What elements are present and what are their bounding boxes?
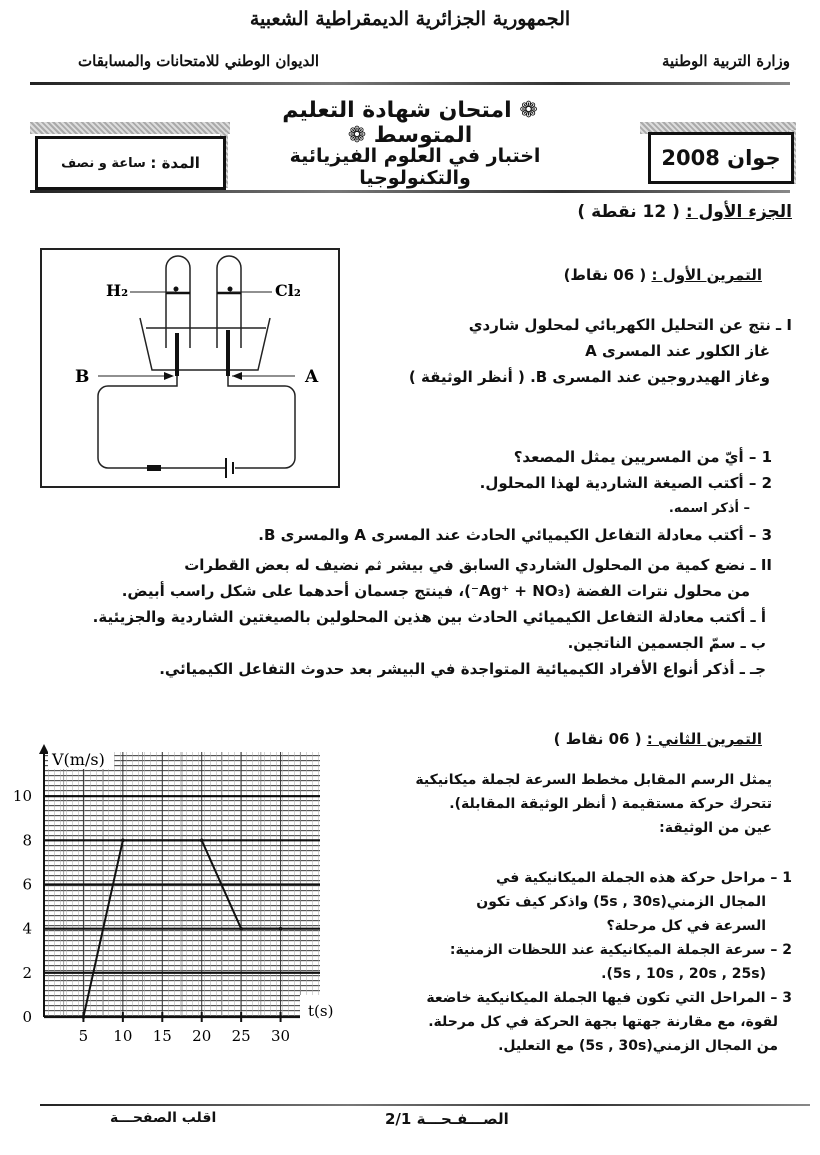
y-tick-label: 0: [22, 1008, 32, 1026]
question-item: 1 – أيّ من المسريين يمثل المصعد؟: [513, 448, 772, 466]
exam-office-label: الديوان الوطني للامتحانات والمسابقات: [78, 52, 320, 70]
velocity-time-chart: [0, 740, 340, 1060]
part1-label: الجزء الأول :: [685, 202, 792, 222]
exercise1-questions: [212, 444, 772, 548]
x-tick-label: 30: [271, 1027, 291, 1045]
exam-title: ❁ امتحان شهادة التعليم المتوسط ❁: [282, 98, 538, 148]
question-item: من المجال الزمني(5s , 30s) مع التعليل.: [498, 1038, 778, 1054]
exercise1-title: [564, 266, 762, 284]
question-item: 2 – سرعة الجملة الميكانيكية عند اللحظات الزمنية:: [449, 942, 792, 958]
exercise1-intro: [352, 312, 792, 390]
turn-page-note: اقلب الصفحـــة: [110, 1110, 217, 1126]
part2-line: جـ ـ أذكر أنواع الأفراد الكيميائية المتواجدة في البيشر بعد حدوث التفاعل الكيميائي.: [159, 660, 766, 678]
question-item: السرعة في كل مرحلة؟: [606, 918, 766, 934]
exercise1-points: ( 06 نقاط): [563, 266, 647, 284]
intro-line: يمثل الرسم المقابل مخطط السرعة لجملة ميكانيكية: [415, 772, 772, 788]
intro-line: غاز الكلور عند المسرى A: [585, 342, 770, 360]
y-tick-label: 2: [22, 963, 32, 982]
ornament-icon: ❁: [511, 98, 538, 123]
intro-line: تتحرك حركة مستقيمة ( أنظر الوثيقة المقابلة).: [449, 796, 772, 812]
b-label: B: [75, 367, 90, 387]
intro-line: وغاز الهيدروجين عند المسرى B. ( أنظر الوثيقة ): [408, 368, 770, 386]
header-divider: [30, 190, 790, 193]
data-point: [200, 839, 204, 843]
header-divider: [30, 82, 790, 85]
h2-label: H₂: [106, 281, 129, 300]
footer-divider: [40, 1104, 810, 1106]
question-item: المجال الزمني(5s , 30s) واذكر كيف تكون: [476, 894, 766, 910]
y-axis-arrow-icon: [39, 744, 49, 754]
intro-line: I ـ نتج عن التحليل الكهربائي لمحلول شاردي: [468, 316, 792, 334]
decorative-bar: [30, 122, 230, 134]
x-tick-label: 5: [78, 1027, 89, 1045]
exercise1-label: التمرين الأول :: [651, 266, 762, 284]
exercise2-questions: [392, 866, 792, 1058]
duration-label: المدة :: [150, 154, 200, 172]
x-tick-label: 20: [192, 1027, 212, 1045]
question-item: 2 – أكتب الصيغة الشاردية لهذا المحلول.: [479, 474, 772, 492]
question-item: – أذكر اسمه.: [668, 501, 750, 516]
exercise2-label: التمرين الثاني :: [646, 730, 762, 748]
data-point: [239, 927, 243, 931]
exercise2-title: [554, 730, 762, 748]
data-point: [279, 927, 283, 931]
page-number: الصـــفـحـــة 2/1: [385, 1110, 509, 1128]
republic-heading: الجمهورية الجزائرية الديمقراطية الشعبية: [249, 8, 571, 30]
part1-points: ( 12 نقطة ): [577, 202, 680, 222]
ornament-icon: ❁: [347, 123, 374, 148]
y-tick-label: 10: [12, 787, 32, 806]
x-tick-label: 25: [231, 1027, 251, 1045]
exercise2-points: ( 06 نقاط ): [553, 730, 642, 748]
data-point: [82, 1015, 86, 1019]
exam-date-box: جوان 2008: [648, 132, 794, 184]
exercise1-part2: [12, 552, 772, 682]
intro-line: عين من الوثيقة:: [659, 820, 772, 836]
part2-line: II ـ نضع كمية من المحلول الشاردي السابق في بيشر ثم نضيف له بعض القطرات: [184, 556, 772, 574]
part1-title: [577, 202, 792, 222]
duration-box: [35, 136, 226, 190]
cl2-label: Cl₂: [275, 281, 301, 300]
question-item: 1 – مراحل حركة هذه الجملة الميكانيكية في: [495, 870, 792, 886]
part2-line: أ ـ أكتب معادلة التفاعل الكيميائي الحادث بين هذين المحلولين بالصيغتين الشاردية والجزيئية.: [92, 608, 766, 626]
y-tick-label: 6: [22, 875, 32, 894]
a-label: A: [305, 367, 319, 387]
question-item: (5s , 10s , 20s , 25s).: [601, 966, 766, 982]
part2-line: ب ـ سمّ الجسمين الناتجين.: [567, 634, 766, 652]
duration-value: ساعة و نصف: [61, 155, 146, 171]
switch-icon: [147, 465, 161, 471]
exercise2-intro: [372, 768, 772, 840]
x-tick-label: 10: [113, 1027, 133, 1045]
y-tick-label: 8: [22, 831, 32, 850]
x-axis-label: t(s): [308, 1002, 334, 1020]
question-item: لقوة، مع مقارنة جهتها بجهة الحركة في كل مرحلة.: [428, 1014, 778, 1030]
x-tick-label: 15: [152, 1027, 172, 1045]
question-item: 3 – أكتب معادلة التفاعل الكيميائي الحادث عند المسرى A والمسرى B.: [258, 526, 772, 544]
y-axis-label: V(m/s): [52, 750, 105, 769]
data-point: [121, 839, 125, 843]
ministry-label: وزارة التربية الوطنية: [661, 52, 790, 70]
part2-line: من محلول نترات الفضة (Ag⁺ + NO₃⁻)، فينتج جسمان أحدهما على شكل راسب أبيض.: [121, 582, 750, 600]
y-tick-label: 4: [22, 919, 32, 938]
question-item: 3 – المراحل التي تكون فيها الجملة الميكانيكية خاضعة: [426, 990, 792, 1006]
exam-subject: اختبار في العلوم الفيزيائية والتكنولوجيا: [289, 145, 541, 189]
